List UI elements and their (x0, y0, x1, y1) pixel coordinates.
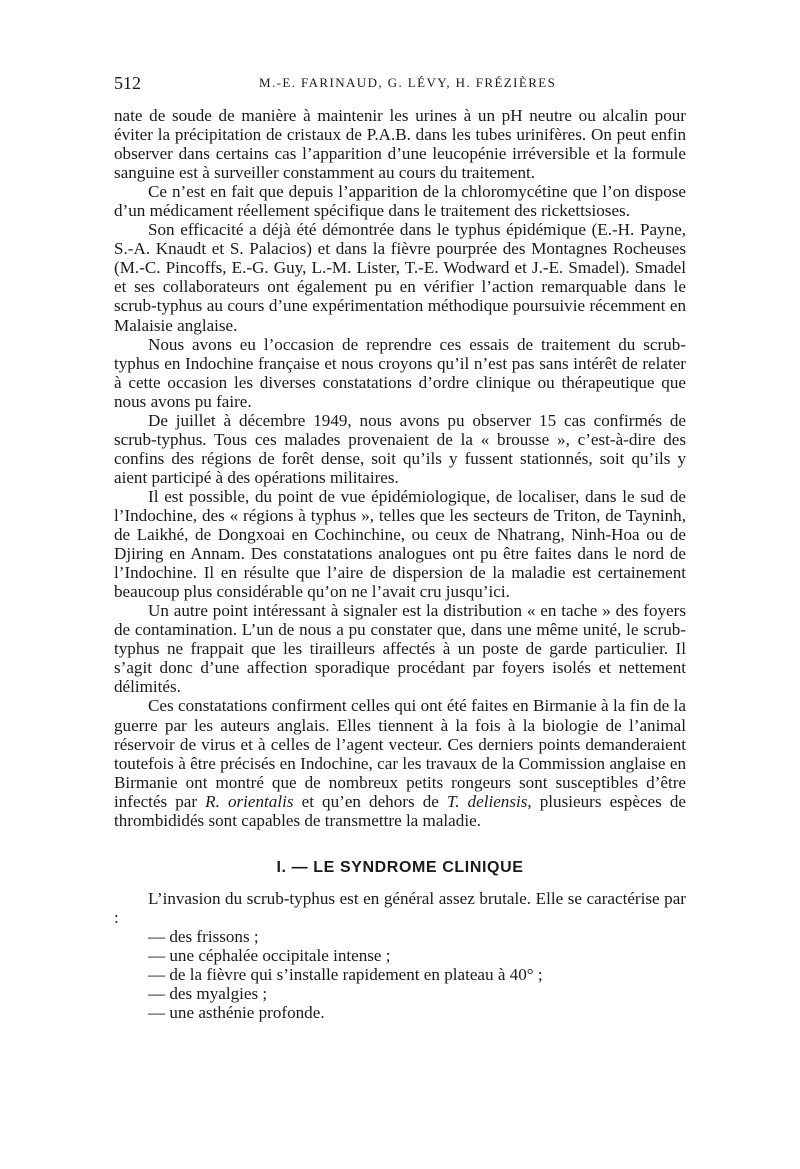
document-page (114, 70, 686, 1022)
paragraph-chloromycetine: Ce n’est en fait que depuis l’apparition de la chloromycétine que l’on dispose d’un médicament réellement spécifique dans le traitement des rickettsioses. (114, 182, 686, 221)
birmanie-text-end: , plusieurs espèces de thrombididés sont capables de transmettre la maladie. (114, 791, 686, 830)
paragraph-efficacite: Son efficacité a déjà été démontrée dans le typhus épidémique (E.-H. Payne, S.-A. Knaudt et S. Palacios) et dans la fièvre pourprée des Montagnes Rocheuses (M.-C. Pincoffs, E.-G. Guy, L.-M. Lister, T.-E. Wodward et J.-E. Smadel). Smadel et ses collaborateurs ont également pu en vérifier l’action remarquable dans le scrub-typhus au cours d’une expérimentation méthodique poursuivie récemment en Malaisie anglaise. (114, 220, 686, 335)
birmanie-text-start: Ces constatations confirment celles qui ont été faites en Birmanie à la fin de la guerre par les auteurs anglais. Elles tiennent à la fois à la biologie de l’animal réservoir de virus et à celles de l’agent vecteur. Ces derniers points demanderaient toutefois à être précisés en Indochine, car les travaux de la Commission anglaise en Birmanie ont montré que de nombreux petits rongeurs sont susceptibles d’être infectés par (114, 696, 686, 811)
page-number: 512 (114, 73, 141, 93)
article-body (114, 106, 686, 830)
paragraph-birmanie (114, 696, 686, 829)
symptom-item: — des frissons ; (148, 927, 686, 946)
symptom-item: — des myalgies ; (148, 984, 686, 1003)
running-header (114, 70, 686, 96)
symptom-item: — une asthénie profonde. (148, 1003, 686, 1022)
section-intro: L’invasion du scrub-typhus est en général assez brutale. Elle se caractérise par : (114, 888, 686, 927)
paragraph-regions-typhus: Il est possible, du point de vue épidémiologique, de localiser, dans le sud de l’Indochine, des « régions à typhus », telles que les secteurs de Triton, de Tayninh, de Laikhé, de Dongxoai en Cochinchine, ou ceux de Nhatrang, Ninh-Hoa ou de Djiring en Annam. Des constatations analogues ont pu être faites dans le nord de l’Indochine. Il en résulte que l’aire de dispersion de la maladie est certainement beaucoup plus considérable qu’on ne l’avait cru jusqu’ici. (114, 486, 686, 602)
paragraph-essais-indochine: Nous avons eu l’occasion de reprendre ces essais de traitement du scrub-typhus en Indochine française et nous croyons qu’il n’est pas sans intérêt de relater à cette occasion les diverses constatations d’ordre clinique ou thérapeutique que nous avons pu faire. (114, 334, 686, 411)
species-r-orientalis: R. orientalis (205, 791, 294, 811)
species-t-deliensis: T. deliensis (446, 791, 528, 811)
paragraph-distribution-tache: Un autre point intéressant à signaler est la distribution « en tache » des foyers de contamination. L’un de nous a pu constater que, dans une même unité, le scrub-typhus ne frappait que les tirailleurs affectés à un poste de garde particulier. Il s’agit donc d’une affection sporadique procédant par foyers isolés et nettement délimités. (114, 601, 686, 697)
running-header-authors: M.-E. FARINAUD, G. LÉVY, H. FRÉZIÈRES (259, 75, 557, 90)
symptom-item: — de la fièvre qui s’installe rapidement en plateau à 40° ; (148, 965, 686, 984)
symptom-item: — une céphalée occipitale intense ; (148, 946, 686, 965)
section-body (114, 889, 686, 927)
section-heading: I. — LE SYNDROME CLINIQUE (276, 858, 524, 876)
birmanie-text-middle: et qu’en dehors de (293, 791, 447, 811)
paragraph-continuation: nate de soude de manière à maintenir les urines à un pH neutre ou alcalin pour éviter la précipitation de cristaux de P.A.B. dans les tubes urinifères. On peut enfin observer dans certains cas l’apparition d’une leucopénie irréversible et la formule sanguine est à surveiller constamment au cours du traitement. (114, 106, 686, 183)
symptom-list (114, 927, 686, 1022)
paragraph-cas-confirmes: De juillet à décembre 1949, nous avons pu observer 15 cas confirmés de scrub-typhus. Tous ces malades provenaient de la « brousse », c’est-à-dire des confins des régions de forêt dense, soit qu’ils y fussent stationnés, soit qu’ils y aient participé à des opérations militaires. (114, 410, 686, 487)
